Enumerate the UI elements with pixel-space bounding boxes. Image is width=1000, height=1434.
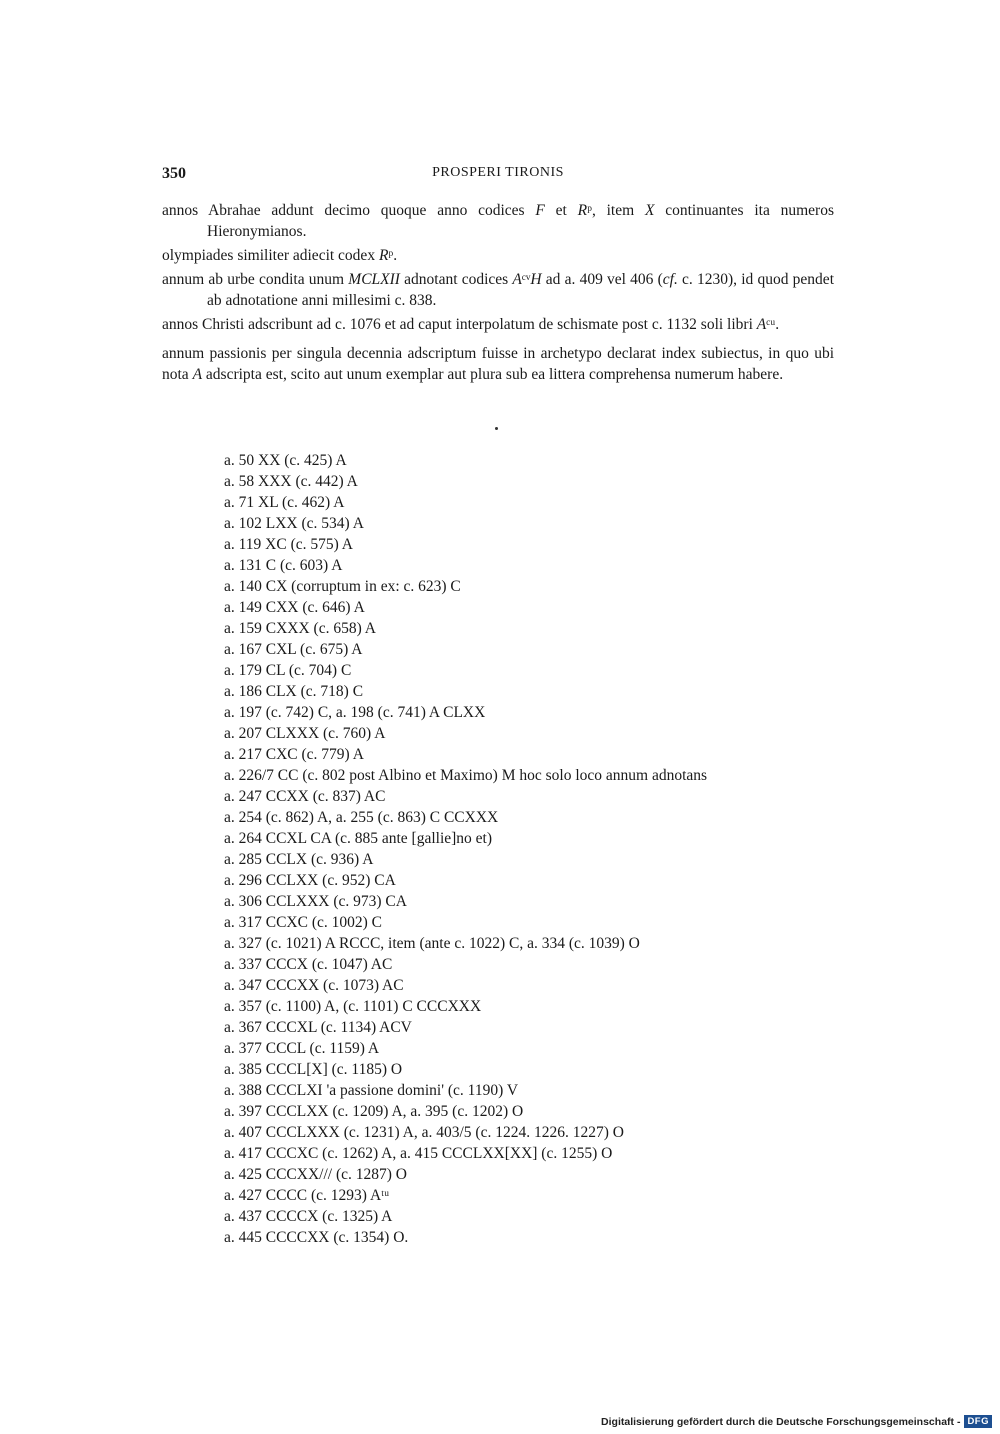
text-segment: A [512,271,522,288]
index-entry: a. 50 XX (c. 425) A [224,452,347,469]
text-segment: ᶜᵛ [521,271,531,288]
index-entry: a. 58 XXX (c. 442) A [224,473,358,490]
index-entry: a. 317 CCXC (c. 1002) C [224,914,383,931]
index-entry: a. 247 CCXX (c. 837) AC [224,788,386,805]
index-entry: a. 417 CCCXC (c. 1262) A, a. 415 CCCLXX[XX] (c. 1255) O [224,1145,613,1162]
index-entry: a. 337 CCCX (c. 1047) AC [224,956,393,973]
text-segment: continuantes ita numeros Hieronymianos. [207,202,835,240]
text-segment: F [535,202,545,219]
text-segment: adscripta est, scito aut unum exemplar aut plura sub ea littera comprehensa numerum habere. [202,366,784,383]
index-entry: a. 149 CXX (c. 646) A [224,599,365,616]
index-entry: a. 296 CCLXX (c. 952) CA [224,872,396,889]
index-entry: a. 179 CL (c. 704) C [224,662,352,679]
index-entry: a. 226/7 CC (c. 802 post Albino et Maximo) M hoc solo loco annum adnotans [224,767,708,784]
index-entry: a. 159 CXXX (c. 658) A [224,620,376,637]
text-segment: ad a. 409 vel 406 ( [541,271,663,288]
index-entry: a. 445 CCCCXX (c. 1354) O. [224,1229,409,1246]
index-entry: a. 71 XL (c. 462) A [224,494,345,511]
running-title: PROSPERI TIRONIS [432,165,564,180]
text-segment: , item [591,202,645,219]
text-segment: annos Christi adscribunt ad c. 1076 et ad caput interpolatum de schismate post c. 1132 soli libri [162,316,757,333]
paragraph [162,343,834,385]
index-entry: a. 264 CCXL CA (c. 885 ante [gallie]no et) [224,830,493,847]
text-segment: MCLXII [348,271,400,288]
text-segment: H [530,271,542,288]
index-entry: a. 407 CCCLXXX (c. 1231) A, a. 403/5 (c. 1224. 1226. 1227) O [224,1124,624,1141]
index-entry: a. 357 (c. 1100) A, (c. 1101) C CCCXXX [224,998,482,1015]
index-entry: a. 425 CCCXX/// (c. 1287) O [224,1166,407,1183]
index-entry: a. 347 CCCXX (c. 1073) AC [224,977,404,994]
index-entry: a. 367 CCCXL (c. 1134) ACV [224,1019,412,1036]
page-number: 350 [162,165,186,182]
index-entry: a. 285 CCLX (c. 936) A [224,851,374,868]
index-entry: a. 207 CLXXX (c. 760) A [224,725,386,742]
index-entry: a. 102 LXX (c. 534) A [224,515,364,532]
index-entry: a. 254 (c. 862) A, a. 255 (c. 863) C CCXXX [224,809,499,826]
paragraph [162,314,834,335]
index-entry: a. 327 (c. 1021) A RCCC, item (ante c. 1022) C, a. 334 (c. 1039) O [224,935,640,952]
paragraph [162,200,834,242]
paragraph [162,245,834,266]
index-entry: a. 427 CCCC (c. 1293) Aᵗᵘ [224,1187,390,1204]
text-segment: ᵖ [587,202,592,219]
index-entry: a. 167 CXL (c. 675) A [224,641,363,658]
page-header [162,165,834,187]
text-segment: annum passionis per singula decennia adscriptum fuisse in archetypo declarat index subiectus, in quo ubi nota [162,345,834,383]
text-segment: R [577,202,588,219]
digitization-footer [601,1415,992,1428]
text-segment: et [544,202,578,219]
text-segment: c. 1230), id quod pendet ab adnotatione anni millesimi c. 838. [207,271,834,309]
index-entry: a. 186 CLX (c. 718) C [224,683,364,700]
dfg-logo: DFG [964,1415,992,1428]
passion-year-index [224,450,844,1248]
footer-text: Digitalisierung gefördert durch die Deutsche Forschungsgemeinschaft - [601,1415,961,1428]
text-segment: ᶜᵘ. [766,316,780,333]
text-segment: R [378,247,389,264]
index-entry: a. 131 C (c. 603) A [224,557,343,574]
ink-speck [495,427,498,430]
text-segment: ᵖ. [388,247,398,264]
index-entry: a. 397 CCCLXX (c. 1209) A, a. 395 (c. 1202) O [224,1103,524,1120]
index-entry: a. 377 CCCL (c. 1159) A [224,1040,380,1057]
index-entry: a. 437 CCCCX (c. 1325) A [224,1208,393,1225]
text-segment: annum ab urbe condita unum [162,271,349,288]
text-segment: annos Abrahae addunt decimo quoque anno codices [162,202,536,219]
text-segment: olympiades similiter adiecit codex [162,247,379,264]
index-entry: a. 197 (c. 742) C, a. 198 (c. 741) A CLXX [224,704,486,721]
paragraph [162,269,834,311]
text-segment: X [644,202,655,219]
index-entry: a. 217 CXC (c. 779) A [224,746,364,763]
index-entry: a. 385 CCCL[X] (c. 1185) O [224,1061,403,1078]
text-segment: cf. [662,271,678,288]
index-entry: a. 140 CX (corruptum in ex: c. 623) C [224,578,461,595]
index-entry: a. 388 CCCLXI 'a passione domini' (c. 1190) V [224,1082,519,1099]
text-segment: A [192,366,203,383]
text-segment: A [756,316,767,333]
index-entry: a. 119 XC (c. 575) A [224,536,354,553]
introduction-text [162,200,834,388]
text-segment: adnotant codices [399,271,513,288]
index-entry: a. 306 CCLXXX (c. 973) CA [224,893,407,910]
